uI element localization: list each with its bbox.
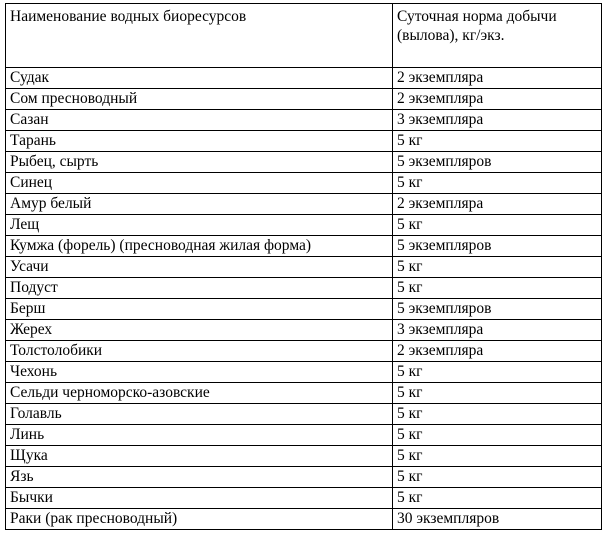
table-row — [6, 152, 602, 173]
table-row — [6, 68, 602, 89]
cell-species-name: Язь — [6, 467, 393, 488]
table-row — [6, 383, 602, 404]
cell-daily-norm: 5 кг — [393, 446, 602, 467]
cell-daily-norm: 5 кг — [393, 173, 602, 194]
cell-species-name: Рыбец, сырть — [6, 152, 393, 173]
cell-daily-norm: 3 экземпляра — [393, 110, 602, 131]
cell-daily-norm: 2 экземпляра — [393, 68, 602, 89]
cell-daily-norm: 30 экземпляров — [393, 509, 602, 530]
cell-daily-norm: 5 кг — [393, 404, 602, 425]
table-row — [6, 488, 602, 509]
cell-daily-norm: 2 экземпляра — [393, 194, 602, 215]
header-daily-norm: Суточная норма добычи (вылова), кг/экз. — [393, 4, 602, 68]
table-row — [6, 236, 602, 257]
cell-daily-norm: 5 кг — [393, 425, 602, 446]
table-row — [6, 89, 602, 110]
cell-species-name: Голавль — [6, 404, 393, 425]
cell-daily-norm: 2 экземпляра — [393, 341, 602, 362]
table-row — [6, 362, 602, 383]
cell-species-name: Лещ — [6, 215, 393, 236]
cell-daily-norm: 5 кг — [393, 383, 602, 404]
table-row — [6, 467, 602, 488]
cell-species-name: Подуст — [6, 278, 393, 299]
cell-daily-norm: 5 кг — [393, 215, 602, 236]
cell-species-name: Сельди черноморско-азовские — [6, 383, 393, 404]
table-row — [6, 509, 602, 530]
table-row — [6, 425, 602, 446]
table-row — [6, 173, 602, 194]
cell-species-name: Усачи — [6, 257, 393, 278]
cell-species-name: Бычки — [6, 488, 393, 509]
table-row — [6, 278, 602, 299]
cell-daily-norm: 5 кг — [393, 362, 602, 383]
cell-species-name: Берш — [6, 299, 393, 320]
table-row — [6, 257, 602, 278]
cell-daily-norm: 5 кг — [393, 467, 602, 488]
table-row — [6, 215, 602, 236]
cell-daily-norm: 5 экземпляров — [393, 152, 602, 173]
table-header — [6, 4, 602, 68]
cell-daily-norm: 2 экземпляра — [393, 89, 602, 110]
cell-species-name: Щука — [6, 446, 393, 467]
cell-daily-norm: 3 экземпляра — [393, 320, 602, 341]
table-row — [6, 320, 602, 341]
cell-species-name: Линь — [6, 425, 393, 446]
cell-daily-norm: 5 экземпляров — [393, 236, 602, 257]
cell-species-name: Чехонь — [6, 362, 393, 383]
cell-daily-norm: 5 кг — [393, 278, 602, 299]
cell-daily-norm: 5 кг — [393, 488, 602, 509]
table-row — [6, 446, 602, 467]
cell-daily-norm: 5 экземпляров — [393, 299, 602, 320]
cell-species-name: Толстолобики — [6, 341, 393, 362]
document-sheet — [5, 3, 602, 530]
cell-species-name: Тарань — [6, 131, 393, 152]
table-row — [6, 341, 602, 362]
catch-norms-table — [5, 3, 602, 530]
cell-daily-norm: 5 кг — [393, 131, 602, 152]
table-row — [6, 404, 602, 425]
header-species-name: Наименование водных биоресурсов — [6, 4, 393, 68]
cell-species-name: Судак — [6, 68, 393, 89]
cell-species-name: Жерех — [6, 320, 393, 341]
table-row — [6, 110, 602, 131]
cell-species-name: Раки (рак пресноводный) — [6, 509, 393, 530]
header-row — [6, 4, 602, 68]
cell-species-name: Синец — [6, 173, 393, 194]
table-body — [6, 68, 602, 530]
cell-daily-norm: 5 кг — [393, 257, 602, 278]
table-row — [6, 131, 602, 152]
table-row — [6, 194, 602, 215]
cell-species-name: Амур белый — [6, 194, 393, 215]
cell-species-name: Сазан — [6, 110, 393, 131]
cell-species-name: Кумжа (форель) (пресноводная жилая форма) — [6, 236, 393, 257]
table-row — [6, 299, 602, 320]
cell-species-name: Сом пресноводный — [6, 89, 393, 110]
